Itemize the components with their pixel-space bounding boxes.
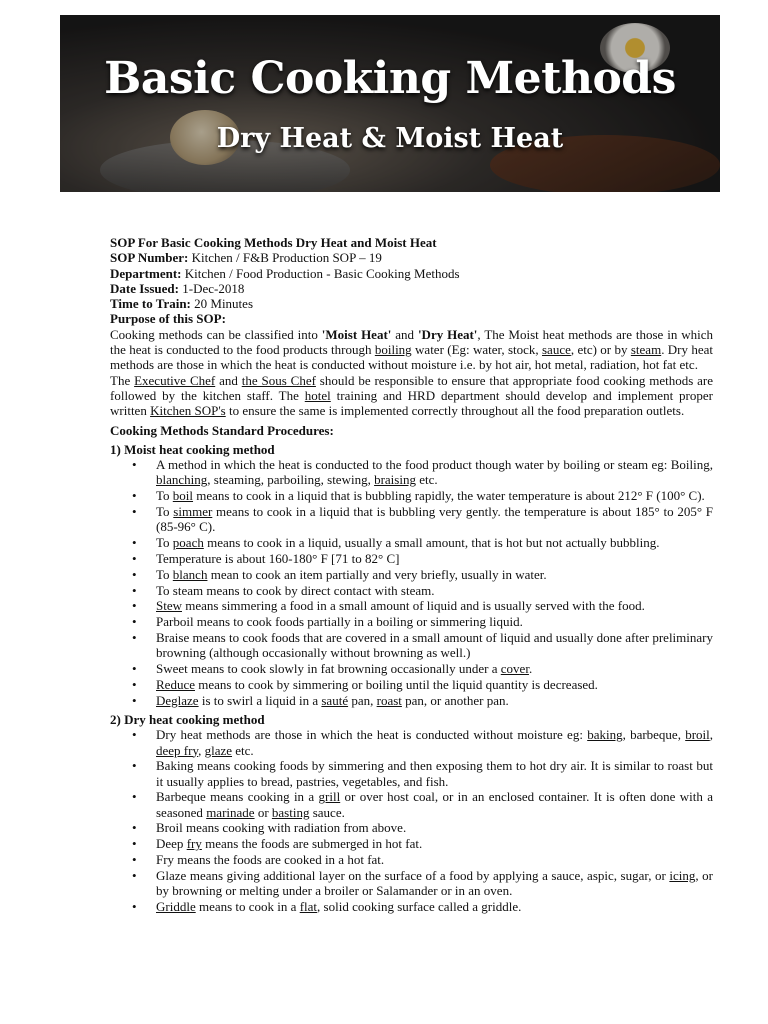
text-segment: To (156, 535, 173, 551)
document-title: SOP For Basic Cooking Methods Dry Heat and Moist Heat (110, 235, 437, 250)
text-segment: To steam means to cook by direct contact with steam. (156, 582, 435, 598)
list-item (110, 630, 713, 661)
text-segment: Deep (156, 836, 187, 852)
text-segment: water (Eg: water, stock, (411, 342, 542, 358)
underlined-term: fry (186, 836, 202, 852)
field-value: Kitchen / F&B Production SOP – 19 (188, 250, 382, 266)
text-segment: , steaming, parboiling, stewing, (207, 472, 375, 488)
list-item (110, 677, 713, 692)
text-segment: Dry heat methods are those in which the heat is conducted without moisture eg: (156, 727, 588, 743)
text-segment: mean to cook an item partially and very briefly, usually in water. (207, 566, 547, 582)
list-item (110, 820, 713, 835)
text-segment: and (391, 326, 418, 342)
list-item (110, 457, 713, 488)
text-segment: Sweet means to cook slowly in fat browning occasionally under a (156, 661, 501, 677)
underlined-term: Deglaze (156, 692, 199, 708)
underlined-term: Executive Chef (134, 372, 216, 388)
responsibility-paragraph (110, 373, 713, 419)
text-segment: pan, or another pan. (401, 692, 509, 708)
underlined-term: Griddle (156, 898, 196, 914)
list-item (110, 758, 713, 789)
underlined-term: baking (587, 727, 623, 743)
underlined-term: poach (172, 535, 204, 551)
list-item (110, 868, 713, 899)
underlined-term: Stew (156, 598, 182, 614)
text-segment: . Dry heat methods are those in which the heat is conducted without moisture i.e. by hot air, hot metal, radiation, hot fat etc. (110, 342, 714, 373)
list-item (110, 614, 713, 629)
underlined-term: broil (685, 727, 710, 743)
text-segment: Fry means the foods are cooked in a hot fat. (156, 852, 385, 868)
field-sop-number (110, 250, 713, 265)
text-segment: A method in which the heat is conducted to the food product though water by boiling or steam eg: Boiling, (156, 457, 713, 473)
underlined-term: deep fry (156, 742, 199, 758)
list-item (110, 583, 713, 598)
text-segment: Glaze means giving additional layer on the surface of a food by applying a sauce, aspic, sugar, or (156, 867, 670, 883)
underlined-term: braising (374, 472, 416, 488)
text-segment: , The Moist heat methods are those in which the heat is conducted to the food products through (110, 326, 713, 358)
list-item (110, 789, 713, 820)
list-item (110, 852, 713, 867)
text-segment: or over host coal, or in an enclosed container. It is often done with a seasoned (156, 789, 713, 820)
text-segment: is to swirl a liquid in a (198, 692, 322, 708)
moist-heat-list (110, 457, 713, 708)
text-segment: , barbeque, (622, 727, 686, 743)
list-item (110, 504, 713, 535)
underlined-term: blanching (156, 472, 208, 488)
field-label: Time to Train: (110, 296, 191, 312)
text-segment: To (156, 566, 173, 582)
text-segment: should be responsible to ensure that appropriate food cooking methods are followed by the kitchen staff. The (110, 372, 713, 403)
underlined-term: Reduce (156, 676, 195, 692)
underlined-term: grill (318, 789, 341, 805)
text-segment: , solid cooking surface called a griddle. (317, 898, 522, 914)
list-item (110, 598, 713, 613)
purpose-paragraph (110, 327, 713, 373)
field-label: Department: (110, 265, 182, 281)
list-item (110, 488, 713, 503)
list-item (110, 535, 713, 550)
text-segment: and (215, 372, 242, 388)
text-segment: Barbeque means cooking in a (156, 789, 319, 805)
text-segment: To (156, 488, 173, 504)
procedures-heading: Cooking Methods Standard Procedures: (110, 422, 334, 438)
text-segment: To (156, 504, 174, 520)
list-item (110, 551, 713, 566)
underlined-term: boiling (374, 342, 412, 358)
text-segment: Broil means cooking with radiation from above. (156, 820, 407, 836)
section-heading-dry: 2) Dry heat cooking method (110, 711, 265, 727)
field-value: 1-Dec-2018 (178, 280, 245, 296)
list-item (110, 567, 713, 582)
text-segment: etc. (232, 742, 254, 758)
text-segment: , etc) or by (570, 342, 631, 358)
list-item (110, 836, 713, 851)
field-value: Kitchen / Food Production - Basic Cooking Methods (181, 265, 460, 281)
field-time-to-train (110, 296, 713, 311)
underlined-term: glaze (204, 742, 233, 758)
underlined-term: boil (172, 488, 194, 504)
list-item (110, 727, 713, 758)
text-segment: Baking means cooking foods by simmering and then exposing them to hot dry air. It is similar to roast but it usually applies to bread, pastries, vegetables, and fish. (156, 758, 713, 789)
underlined-term: sauce (542, 342, 571, 358)
banner-subtitle: Dry Heat & Moist Heat (216, 123, 564, 154)
text-segment: The (110, 372, 135, 388)
text-segment: , (198, 742, 205, 758)
field-date-issued (110, 281, 713, 296)
text-segment: means to cook in a liquid that is bubbling very gently. the temperature is about 185° to 205° F (85-96° C). (156, 504, 713, 535)
text-segment: training and HRD department should develop and implement proper written (110, 387, 713, 419)
text-segment: sauce. (309, 804, 345, 820)
underlined-term: marinade (206, 804, 255, 820)
text-segment: etc. (415, 472, 438, 488)
underlined-term: simmer (173, 504, 213, 520)
document-body (110, 235, 713, 915)
text-segment: , (709, 727, 714, 743)
text-segment: means the foods are submerged in hot fat. (201, 836, 423, 852)
text-segment: or (254, 804, 272, 820)
bold-term: 'Moist Heat' (321, 326, 392, 342)
underlined-term: steam (630, 342, 662, 358)
underlined-term: icing (669, 867, 696, 883)
text-segment: Parboil means to cook foods partially in a boiling or simmering liquid. (156, 614, 523, 630)
text-segment: Cooking methods can be classified into (110, 326, 322, 342)
underlined-term: the Sous Chef (241, 372, 316, 388)
text-segment: means to cook in a liquid, usually a small amount, that is hot but not actually bubbling. (203, 535, 660, 551)
text-segment: means to cook by simmering or boiling until the liquid quantity is decreased. (194, 676, 598, 692)
underlined-term: roast (376, 692, 402, 708)
text-segment: means to cook in a (195, 898, 300, 914)
underlined-term: flat (299, 898, 318, 914)
banner-title: Basic Cooking Methods (104, 53, 676, 104)
text-segment: Temperature is about 160-180° F [71 to 82° C] (156, 550, 400, 566)
bold-term: 'Dry Heat' (417, 326, 478, 342)
text-segment: pan, (348, 692, 377, 708)
underlined-term: basting (271, 804, 310, 820)
list-item (110, 693, 713, 708)
field-value: 20 Minutes (190, 296, 254, 312)
field-label: SOP Number: (110, 250, 189, 266)
text-segment: , or by browning or melting under a broiler or Salamander or in an oven. (156, 867, 713, 899)
list-item (110, 661, 713, 676)
field-label: Date Issued: (110, 280, 179, 296)
banner-image (60, 15, 720, 192)
list-item (110, 899, 713, 914)
field-department (110, 266, 713, 281)
text-segment: . (528, 661, 533, 677)
section-heading-moist: 1) Moist heat cooking method (110, 441, 275, 457)
text-segment: means simmering a food in a small amount of liquid and is usually served with the food. (182, 598, 645, 614)
text-segment: means to cook in a liquid that is bubbling rapidly, the water temperature is about 212° F (100° C). (193, 488, 705, 504)
text-segment: to ensure the same is implemented correctly throughout all the food preparation outlets. (225, 403, 685, 419)
purpose-heading: Purpose of this SOP: (110, 311, 226, 327)
underlined-term: blanch (172, 566, 208, 582)
underlined-term: Kitchen SOP's (150, 403, 226, 419)
dry-heat-list (110, 727, 713, 914)
underlined-term: hotel (304, 387, 331, 403)
underlined-term: sauté (321, 692, 349, 708)
text-segment: Braise means to cook foods that are covered in a small amount of liquid and usually done after preliminary browning (although occasionally without browning as well.) (156, 629, 713, 661)
underlined-term: cover (500, 661, 529, 677)
